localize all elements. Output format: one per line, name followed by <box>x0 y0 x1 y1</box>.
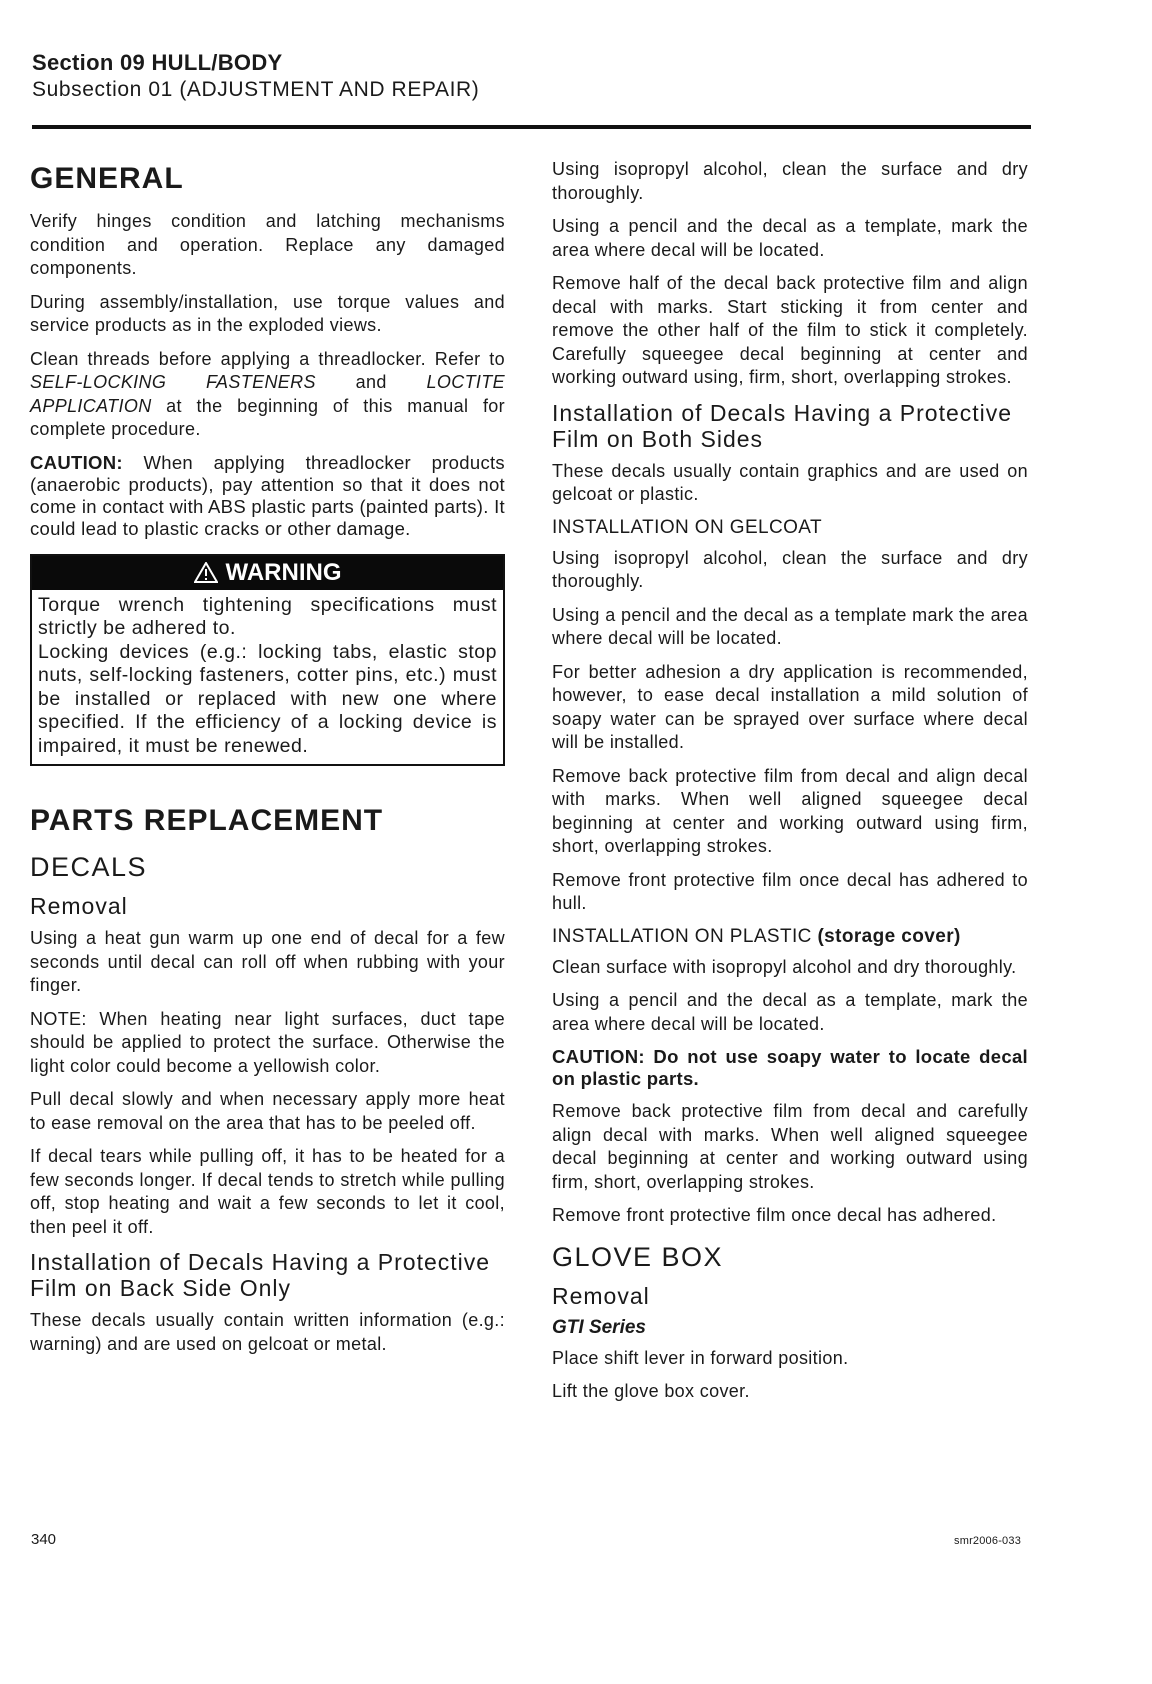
section-title: Section 09 HULL/BODY <box>32 50 283 75</box>
glove-paragraph-1: Place shift lever in forward position. <box>552 1347 849 1368</box>
install-back-paragraph: These decals usually contain written information (e.g.: warning) and are used on gelcoat or metal. <box>30 1310 505 1354</box>
caution-soapy-water: CAUTION: Do not use soapy water to locate decal on plastic parts. <box>552 1046 1028 1089</box>
general-paragraph-1: Verify hinges condition and latching mechanisms condition and operation. Replace any damaged components. <box>30 211 505 278</box>
gti-series-heading: GTI Series <box>552 1316 646 1338</box>
warning-text-2: Locking devices (e.g.: locking tabs, elastic stop nuts, self-locking fasteners, cotter pins, etc.) must be installed or replaced with new one where specified. If the efficiency of a locking device is impaired, it must be renewed. <box>38 640 497 757</box>
figure-code: smr2006-033 <box>954 1535 1022 1547</box>
plastic-heading: INSTALLATION ON PLASTIC (storage cover) <box>552 925 961 947</box>
plastic-paragraph-4: Remove front protective film once decal has adhered. <box>552 1205 997 1225</box>
caution-threadlocker: CAUTION: When applying threadlocker products (anaerobic products), pay attention so that it does not come in contact with ABS plastic parts (painted parts). It could lead to plastic cracks or other damage. <box>30 451 505 539</box>
right-paragraph-1: Using isopropyl alcohol, clean the surface and dry thoroughly. <box>552 159 1028 203</box>
removal-paragraph-3: If decal tears while pulling off, it has to be heated for a few seconds longer. If decal tends to stretch while pulling off, stop heating and wait a few seconds to let it cool, then peel it off. <box>30 1146 505 1237</box>
warning-body <box>32 590 503 765</box>
removal-heading: Removal <box>30 893 128 919</box>
removal-paragraph-2: Pull decal slowly and when necessary apply more heat to ease removal on the area that has to be peeled off. <box>30 1089 505 1133</box>
left-column <box>30 158 505 1366</box>
right-column <box>552 158 1028 1414</box>
gelcoat-heading: INSTALLATION ON GELCOAT <box>552 516 822 538</box>
reference-loctite: LOCTITE APPLICATION <box>30 372 505 416</box>
gelcoat-paragraph-3: For better adhesion a dry application is recommended, however, to ease decal installation a mild solution of soapy water can be sprayed over surface where decal will be installed. <box>552 661 1028 752</box>
removal-paragraph-1: Using a heat gun warm up one end of decal for a few seconds until decal can roll off when rubbing with your finger. <box>30 928 505 995</box>
general-paragraph-3: Clean threads before applying a threadlocker. Refer to SELF-LOCKING FASTENERS and LOCTITE APPLICATION at the beginning of this manual for complete procedure. <box>30 348 505 439</box>
parts-replacement-heading: PARTS REPLACEMENT <box>30 804 384 837</box>
warning-text-1: Torque wrench tightening specifications must strictly be adhered to. <box>38 593 497 639</box>
subsection-title: Subsection 01 (ADJUSTMENT AND REPAIR) <box>32 78 480 101</box>
warning-title: WARNING <box>225 558 342 586</box>
gelcoat-paragraph-5: Remove front protective film once decal has adhered to hull. <box>552 869 1028 913</box>
general-heading: GENERAL <box>30 162 184 195</box>
warning-triangle-icon <box>194 562 218 583</box>
plastic-paragraph-1: Clean surface with isopropyl alcohol and dry thoroughly. <box>552 956 1017 977</box>
general-paragraph-2: During assembly/installation, use torque values and service products as in the exploded views. <box>30 291 505 335</box>
header-divider <box>32 125 1031 129</box>
install-back-heading: Installation of Decals Having a Protective Film on Back Side Only <box>30 1249 491 1301</box>
page-header <box>32 50 1032 102</box>
install-both-paragraph: These decals usually contain graphics and are used on gelcoat or plastic. <box>552 460 1028 504</box>
right-paragraph-3: Remove half of the decal back protective film and align decal with marks. Start sticking it from center and remove the other half of the film to stick it completely. Carefully squeegee decal beginning at center and working outward using, firm, short, overlapping strokes. <box>552 273 1028 387</box>
decals-heading: DECALS <box>30 852 148 882</box>
glove-box-heading: GLOVE BOX <box>552 1241 724 1272</box>
glove-removal-heading: Removal <box>552 1282 650 1309</box>
gelcoat-paragraph-2: Using a pencil and the decal as a template mark the area where decal will be located. <box>552 604 1028 648</box>
warning-box <box>30 554 505 767</box>
plastic-paragraph-3: Remove back protective film from decal and carefully align decal with marks. When well aligned squeegee decal beginning at center and working outward using firm, short, overlapping strokes. <box>552 1101 1028 1192</box>
reference-self-locking: SELF-LOCKING FASTENERS <box>30 372 316 392</box>
glove-paragraph-2: Lift the glove box cover. <box>552 1381 750 1401</box>
gelcoat-paragraph-1: Using isopropyl alcohol, clean the surface and dry thoroughly. <box>552 547 1028 591</box>
gelcoat-paragraph-4: Remove back protective film from decal and align decal with marks. When well aligned squeegee decal beginning at center and working outward using firm, short, overlapping strokes. <box>552 765 1028 856</box>
note-paragraph: NOTE: When heating near light surfaces, duct tape should be applied to protect the surface. Otherwise the light color could become a yellowish color. <box>30 1008 505 1076</box>
right-paragraph-2: Using a pencil and the decal as a template, mark the area where decal will be located. <box>552 216 1028 260</box>
plastic-paragraph-2: Using a pencil and the decal as a template, mark the area where decal will be located. <box>552 990 1028 1034</box>
install-both-heading: Installation of Decals Having a Protective Film on Both Sides <box>552 399 1013 452</box>
page-number: 340 <box>31 1531 57 1548</box>
warning-banner <box>32 556 503 590</box>
